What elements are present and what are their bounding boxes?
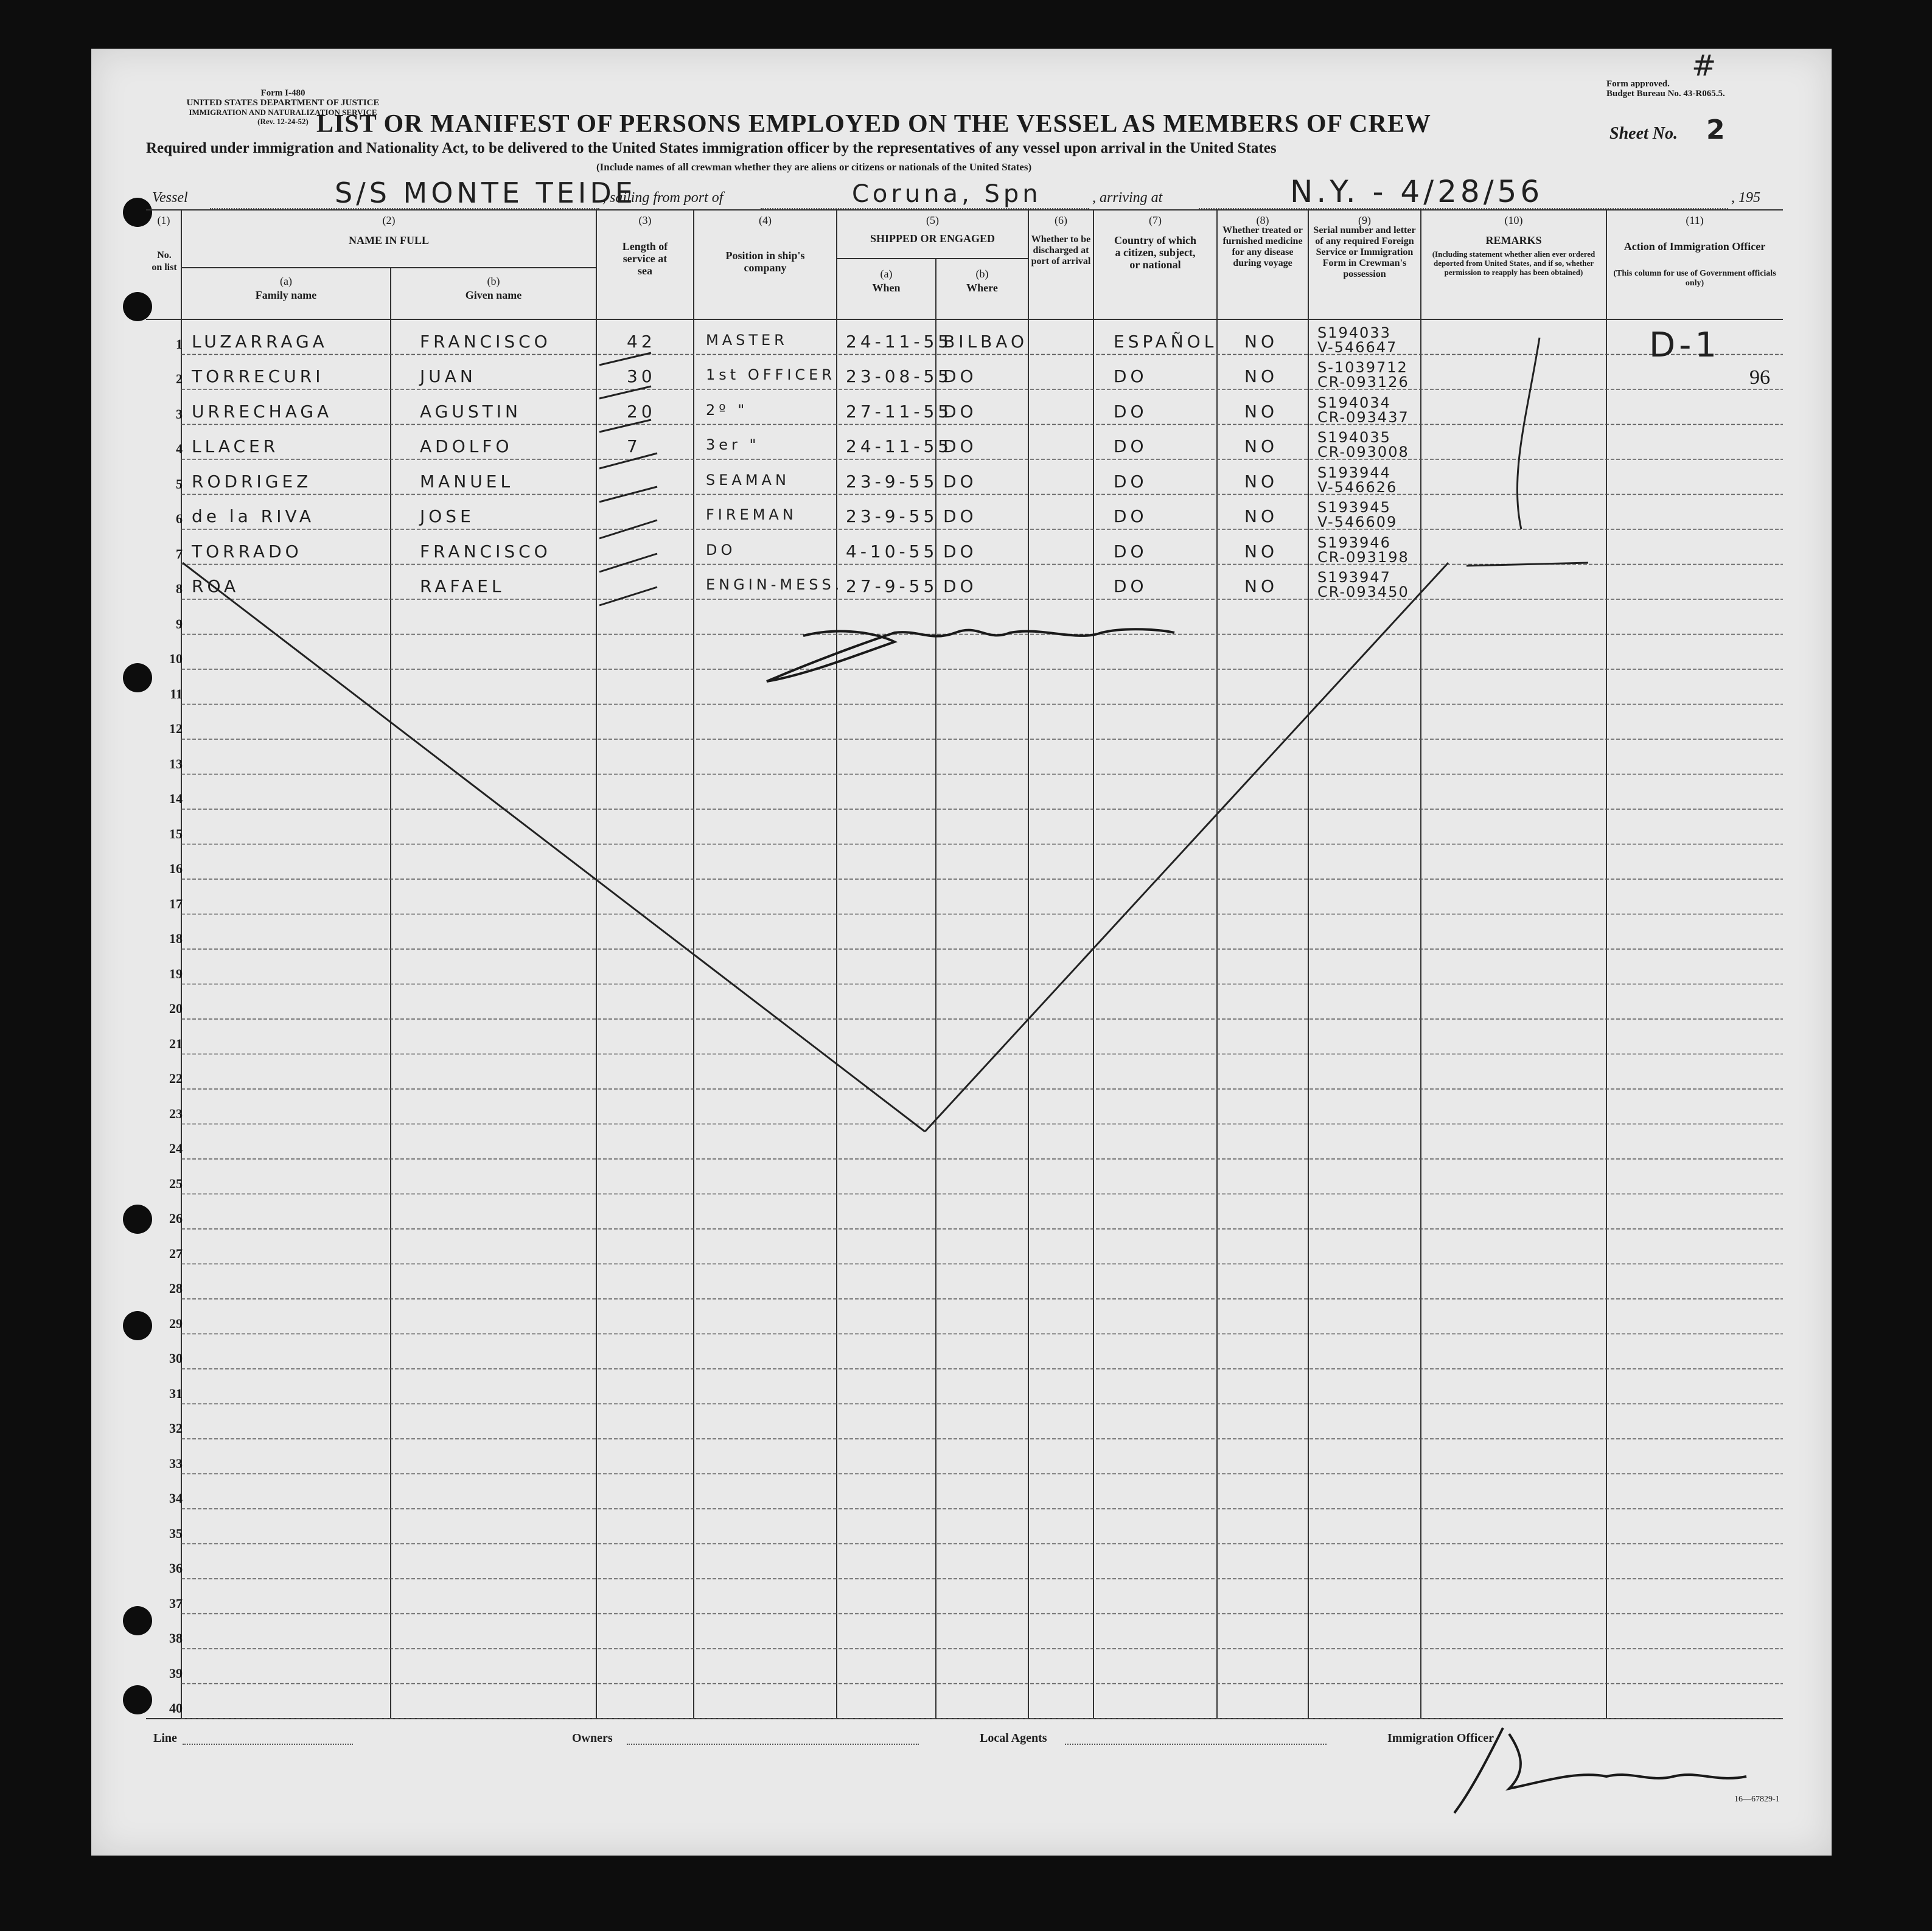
crew-serial-number: S193945: [1317, 499, 1391, 516]
col5-number: (5): [926, 214, 939, 226]
crew-medicine: NO: [1244, 541, 1278, 562]
crew-shipped-when: 27-11-55: [846, 401, 953, 422]
crew-medicine: NO: [1244, 331, 1278, 352]
crew-position: 3er ": [706, 436, 760, 453]
col2-number: (2): [382, 214, 396, 226]
crew-medicine: NO: [1244, 436, 1278, 456]
crew-serial-number: CR-093437: [1317, 408, 1409, 426]
crew-country: DO: [1114, 506, 1148, 526]
sheet-number: 2: [1706, 114, 1729, 145]
row-number: 23: [169, 1105, 183, 1121]
col11-label: Action of Immigration Officer: [1623, 240, 1766, 252]
crew-shipped-when: 23-9-55: [846, 471, 938, 492]
crew-shipped-where: DO: [943, 436, 977, 456]
crew-given-name: RAFAEL: [420, 576, 505, 596]
officer-action-code: D-1: [1649, 325, 1720, 365]
crew-given-name: ADOLFO: [420, 436, 513, 456]
form-number: Form I-480: [260, 88, 305, 98]
footer-code: 16—67829-1: [1734, 1795, 1780, 1804]
crew-position: FIREMAN: [706, 506, 797, 523]
row-number: 10: [169, 651, 183, 666]
crew-shipped-where: DO: [943, 506, 977, 526]
row-number: 3: [176, 406, 183, 422]
col9-number: (9): [1358, 214, 1371, 226]
row-number: 29: [169, 1315, 183, 1331]
crew-family-name: TORRECURI: [192, 366, 324, 386]
crew-serial-number: S193947: [1317, 569, 1391, 586]
row-number: 8: [176, 581, 183, 596]
sailing-port: Coruna, Spn: [852, 180, 1042, 208]
footer-officer-label: Immigration Officer: [1387, 1731, 1494, 1745]
vessel-name: S/S MONTE TEIDE: [335, 176, 636, 209]
crew-country: ESPAÑOL: [1114, 331, 1218, 352]
col5a-number: (a): [880, 268, 893, 280]
col11-sub: (This column for use of Government officials only): [1613, 269, 1776, 288]
crew-given-name: FRANCISCO: [420, 541, 551, 562]
col2a-label: Family name: [255, 289, 317, 301]
crew-shipped-when: 24-11-55: [846, 436, 953, 456]
crew-position: DO: [706, 541, 736, 558]
corner-mark: #: [1692, 49, 1720, 83]
col3-label: Length of service at sea: [622, 240, 668, 277]
row-number: 26: [169, 1211, 183, 1226]
crew-given-name: JOSE: [420, 506, 475, 526]
col2b-label: Given name: [465, 289, 522, 301]
row-number: 35: [169, 1525, 183, 1541]
row-number: 32: [169, 1421, 183, 1436]
crew-serial-number: CR-093198: [1317, 548, 1409, 566]
row-number: 7: [176, 546, 183, 562]
row-number: 17: [169, 896, 183, 911]
crew-serial-number: CR-093008: [1317, 444, 1409, 461]
crew-position: 2º ": [706, 401, 748, 419]
manifest-sheet: [91, 49, 1832, 1856]
row-number: 38: [169, 1630, 183, 1646]
crew-medicine: NO: [1244, 366, 1278, 386]
crew-shipped-when: 27-9-55: [846, 576, 938, 596]
crew-medicine: NO: [1244, 401, 1278, 422]
row-number: 24: [169, 1141, 183, 1156]
col10-number: (10): [1504, 214, 1523, 226]
crew-country: DO: [1114, 541, 1148, 562]
crew-family-name: LUZARRAGA: [192, 331, 328, 352]
crew-shipped-when: 23-9-55: [846, 506, 938, 526]
row-number: 31: [169, 1385, 183, 1401]
crew-family-name: URRECHAGA: [192, 401, 333, 422]
crew-medicine: NO: [1244, 506, 1278, 526]
row-number: 12: [169, 721, 183, 736]
crew-medicine: NO: [1244, 576, 1278, 596]
col5b-label: Where: [966, 282, 998, 294]
crew-shipped-where: DO: [943, 576, 977, 596]
row-number: 19: [169, 966, 183, 981]
officer-count: 96: [1749, 366, 1770, 389]
col4-label: Position in ship's company: [725, 249, 805, 274]
crew-given-name: FRANCISCO: [420, 331, 551, 352]
row-number: 13: [169, 756, 183, 771]
row-number: 5: [176, 476, 183, 492]
col10-label: REMARKS: [1485, 234, 1542, 246]
col7-label: Country of which a citizen, subject, or national: [1114, 234, 1196, 271]
row-number: 39: [169, 1665, 183, 1681]
row-number: 4: [176, 441, 183, 456]
col8-number: (8): [1256, 214, 1269, 226]
crew-given-name: JUAN: [420, 366, 476, 386]
row-number: 1: [176, 336, 183, 352]
crew-shipped-when: 4-10-55: [846, 541, 938, 562]
crew-serial-number: V-546609: [1317, 513, 1398, 531]
crew-service-length: 42: [627, 331, 656, 352]
crew-shipped-where: DO: [943, 471, 977, 492]
year-suffix: , 195: [1731, 190, 1760, 206]
form-approved: Form approved.: [1606, 79, 1670, 89]
col1-number: (1): [157, 214, 170, 226]
row-number: 22: [169, 1071, 183, 1086]
crew-country: DO: [1114, 436, 1148, 456]
crew-medicine: NO: [1244, 471, 1278, 492]
col6-label: Whether to be discharged at port of arrival: [1031, 234, 1091, 266]
row-number: 25: [169, 1175, 183, 1191]
col11-number: (11): [1686, 214, 1704, 226]
row-number: 11: [170, 686, 183, 701]
row-number: 2: [176, 371, 183, 386]
row-number: 34: [169, 1491, 183, 1506]
crew-shipped-where: DO: [943, 366, 977, 386]
crew-family-name: ROA: [192, 576, 240, 596]
footer-agents-label: Local Agents: [980, 1731, 1047, 1745]
crew-serial-number: S194033: [1317, 324, 1391, 341]
manifest-subtitle: Required under immigration and Nationality Act, to be delivered to the United States immigration officer by the representatives of any vessel upon arrival in the United States: [146, 140, 1277, 156]
revision: (Rev. 12-24-52): [257, 117, 309, 126]
row-number: 16: [169, 861, 183, 876]
arriving-label: , arriving at: [1092, 190, 1163, 206]
row-number: 21: [169, 1035, 183, 1051]
row-number: 30: [169, 1351, 183, 1366]
row-number: 28: [169, 1281, 183, 1296]
manifest-note: (Include names of all crewman whether they are aliens or citizens or nationals of the United States): [596, 161, 1032, 173]
crew-shipped-where: DO: [943, 541, 977, 562]
crew-serial-number: CR-093450: [1317, 583, 1409, 600]
arriving-port-date: N.Y. - 4/28/56: [1290, 174, 1544, 209]
crew-serial-number: V-546647: [1317, 338, 1398, 356]
row-number: 40: [169, 1700, 183, 1716]
row-number: 18: [169, 931, 183, 946]
row-number: 37: [169, 1595, 183, 1611]
col6-number: (6): [1055, 214, 1067, 226]
col9-label: Serial number and letter of any required Foreign Service or Immigration Form in Crewman's possession: [1313, 225, 1416, 279]
col10-sub: (Including statement whether alien ever ordered deported from United States, and if so, whether permission to reapply has been obtained): [1432, 249, 1595, 277]
vessel-label: Vessel: [152, 190, 188, 206]
crew-shipped-when: 24-11-55: [846, 331, 953, 352]
crew-serial-number: S193944: [1317, 464, 1391, 481]
row-number: 20: [169, 1001, 183, 1016]
col4-number: (4): [759, 214, 772, 226]
department: UNITED STATES DEPARTMENT OF JUSTICE: [186, 98, 380, 108]
crew-serial-number: CR-093126: [1317, 374, 1409, 391]
crew-shipped-when: 23-08-55: [846, 366, 953, 386]
crew-position: 1st OFFICER: [706, 366, 835, 383]
col2-label: NAME IN FULL: [348, 234, 429, 246]
row-number: 27: [169, 1245, 183, 1261]
service-name: IMMIGRATION AND NATURALIZATION SERVICE: [189, 108, 377, 117]
row-number: 33: [169, 1455, 183, 1471]
crew-serial-number: S194035: [1317, 429, 1391, 446]
crew-family-name: TORRADO: [192, 541, 302, 562]
row-number: 9: [176, 616, 183, 631]
crew-serial-number: S-1039712: [1317, 359, 1408, 376]
col7-number: (7): [1149, 214, 1162, 226]
row-number: 14: [169, 791, 183, 806]
footer-line-label: Line: [153, 1731, 177, 1745]
row-number: 6: [176, 511, 183, 526]
sailing-label: , sailing from port of: [602, 190, 724, 206]
crew-shipped-where: BILBAO: [943, 331, 1028, 352]
manifest-title: LIST OR MANIFEST OF PERSONS EMPLOYED ON THE VESSEL AS MEMBERS OF CREW: [316, 110, 1431, 138]
crew-service-length: 20: [627, 401, 656, 422]
crew-shipped-where: DO: [943, 401, 977, 422]
row-number: 36: [169, 1560, 183, 1576]
footer-owners-label: Owners: [572, 1731, 613, 1745]
col1-label: No. on list: [152, 250, 177, 273]
crew-given-name: MANUEL: [420, 471, 514, 492]
crew-country: DO: [1114, 471, 1148, 492]
crew-position: ENGIN-MESS.: [706, 576, 843, 593]
crew-serial-number: S193946: [1317, 534, 1391, 551]
col8-label: Whether treated or furnished medicine for any disease during voyage: [1222, 225, 1303, 268]
col5a-label: When: [872, 282, 901, 294]
budget-number: Budget Bureau No. 43-R065.5.: [1606, 89, 1725, 99]
handwritten-signature: [91, 49, 1832, 1856]
col2a-number: (a): [280, 275, 292, 287]
crew-serial-number: V-546626: [1317, 478, 1398, 496]
crew-service-length: 30: [627, 366, 656, 386]
crew-country: DO: [1114, 366, 1148, 386]
crew-given-name: AGUSTIN: [420, 401, 521, 422]
crew-family-name: RODRIGEZ: [192, 471, 312, 492]
sheet-label: Sheet No.: [1609, 124, 1678, 143]
crew-position: SEAMAN: [706, 471, 790, 489]
col3-number: (3): [638, 214, 652, 226]
col5b-number: (b): [975, 268, 989, 280]
crew-serial-number: S194034: [1317, 394, 1391, 411]
crew-country: DO: [1114, 576, 1148, 596]
crew-country: DO: [1114, 401, 1148, 422]
crew-service-length: 7: [627, 436, 641, 456]
crew-position: MASTER: [706, 331, 788, 349]
col5-label: SHIPPED OR ENGAGED: [870, 232, 996, 245]
crew-family-name: de la RIVA: [192, 506, 315, 526]
col2b-number: (b): [487, 275, 500, 287]
row-number: 15: [169, 826, 183, 841]
crew-family-name: LLACER: [192, 436, 279, 456]
